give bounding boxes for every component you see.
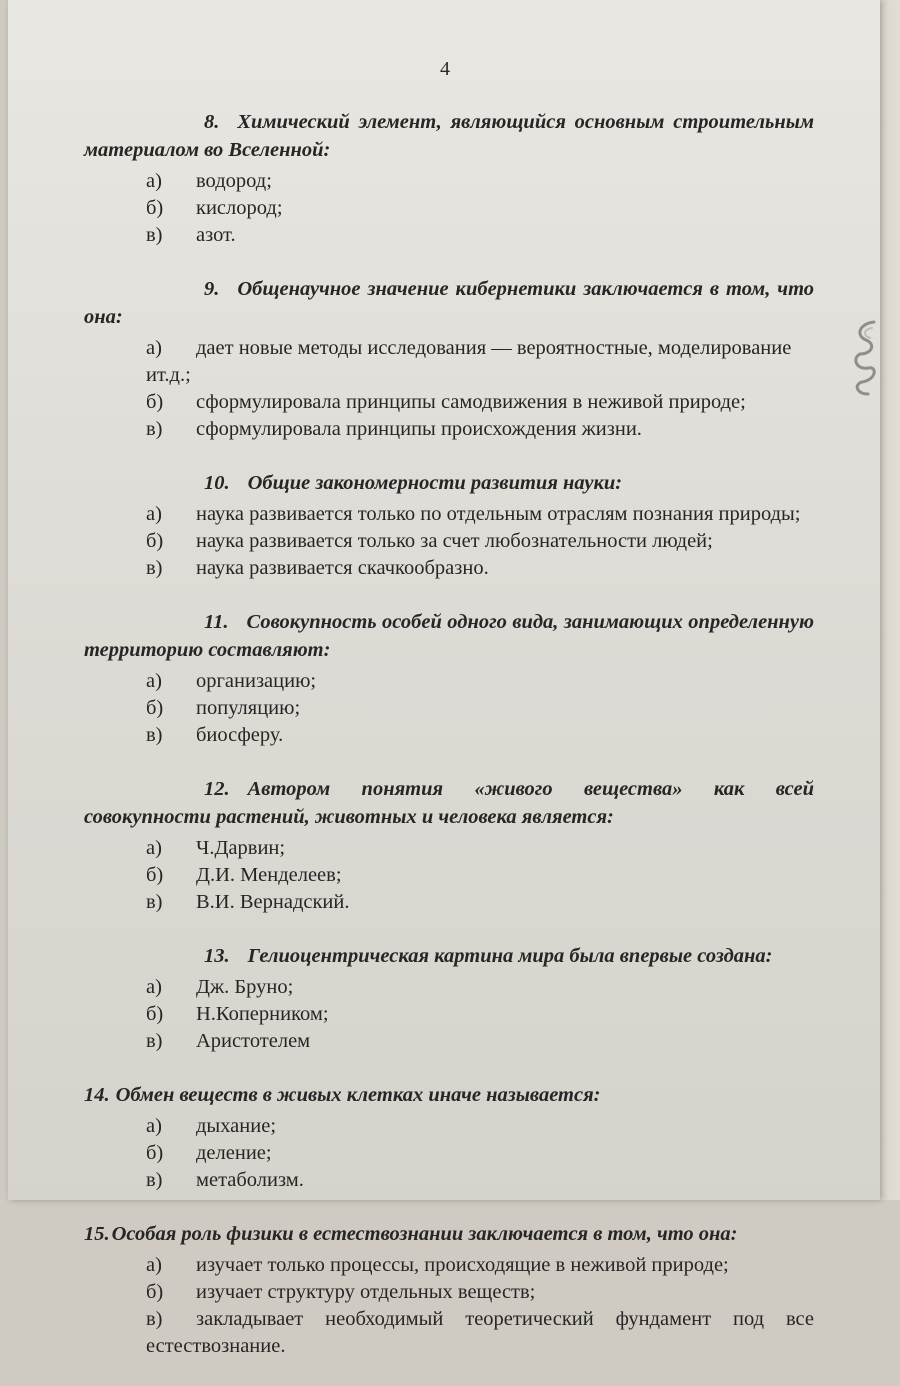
question-14 [84, 1081, 814, 1194]
option-c: в) закладывает необходимый теоретический фундамент под все естествознание. [146, 1308, 814, 1357]
option-a: а) дает новые методы исследования — вероятностные, моделирование ит.д.; [146, 337, 792, 386]
option-a: а) наука развивается только по отдельным отраслям познания природы; [146, 503, 801, 525]
question-title: Общие закономерности развития науки: [247, 472, 623, 494]
option-c: в) метаболизм. [146, 1169, 304, 1191]
option-b: б) деление; [146, 1142, 272, 1164]
question-9 [84, 275, 814, 443]
option-b: б) Н.Коперником; [146, 1003, 329, 1025]
option-b: б) кислород; [146, 197, 283, 219]
question-10 [84, 469, 814, 582]
question-number: 11. [204, 611, 229, 633]
question-12 [84, 775, 814, 916]
option-b: б) изучает структуру отдельных веществ; [146, 1281, 536, 1303]
question-11 [84, 608, 814, 749]
option-c: в) азот. [146, 224, 236, 246]
option-c: в) Аристотелем [146, 1030, 311, 1052]
question-title: Совокупность особей одного вида, занимающих определенную территорию составляют: [84, 611, 814, 661]
question-title: Химический элемент, являющийся основным строительным материалом во Вселенной: [84, 111, 814, 161]
option-a: а) Ч.Дарвин; [146, 837, 286, 859]
option-b: б) популяцию; [146, 697, 301, 719]
option-a: а) дыхание; [146, 1115, 277, 1137]
question-title: Автором понятия «живого вещества» как всей совокупности растений, животных и человека является: [84, 778, 814, 828]
option-a: а) водород; [146, 170, 272, 192]
option-b: б) сформулировала принципы самодвижения в неживой природе; [146, 391, 746, 413]
question-8 [84, 108, 814, 249]
document-page [8, 0, 880, 1357]
option-c: в) наука развивается скачкообразно. [146, 557, 489, 579]
question-title: Общенаучное значение кибернетики заключается в том, что она: [84, 278, 814, 328]
question-number: 10. [204, 472, 230, 494]
option-c: в) биосферу. [146, 724, 284, 746]
question-list [84, 108, 814, 1386]
option-b: б) наука развивается только за счет любознательности людей; [146, 530, 713, 552]
option-a: а) изучает только процессы, происходящие в неживой природе; [146, 1254, 729, 1276]
paper-clip-icon [850, 318, 880, 398]
option-c: в) сформулировала принципы происхождения жизни. [146, 418, 642, 440]
page-number: 4 [440, 58, 450, 80]
question-number: 8. [204, 111, 220, 133]
question-number: 13. [204, 945, 230, 967]
option-a: а) Дж. Бруно; [146, 976, 294, 998]
question-number: 14. [84, 1084, 110, 1106]
question-title: Гелиоцентрическая картина мира была впервые создана: [247, 945, 773, 967]
question-number: 15. [84, 1223, 110, 1245]
option-a: а) организацию; [146, 670, 317, 692]
question-title: Обмен веществ в живых клетках иначе называется: [115, 1084, 601, 1106]
question-title: Особая роль физики в естествознании заключается в том, что она: [111, 1223, 738, 1245]
option-c: в) В.И. Вернадский. [146, 891, 350, 913]
question-number: 9. [204, 278, 220, 300]
option-b: б) Д.И. Менделеев; [146, 864, 342, 886]
question-13 [84, 942, 814, 1055]
question-15 [84, 1220, 814, 1360]
question-number: 12. [204, 778, 230, 800]
